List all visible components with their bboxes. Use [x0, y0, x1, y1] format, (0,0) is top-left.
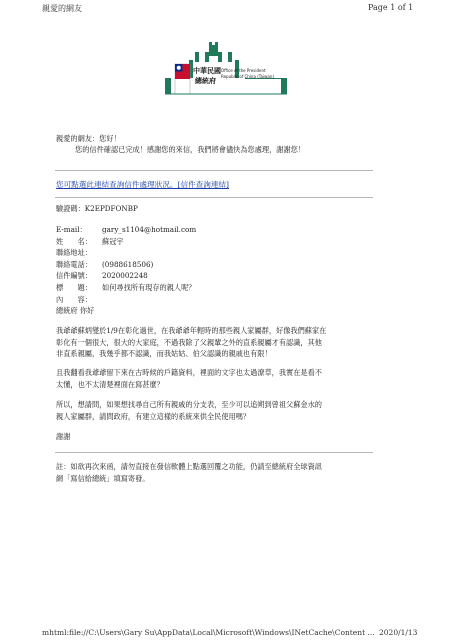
paragraph-3: [56, 399, 411, 422]
paragraph-line: 彰化有一個很大，很大的大家庭，不過我除了父親輩之外的直系親屬才有認識，其他: [56, 337, 322, 347]
footer-date: 2020/1/13: [379, 628, 418, 637]
field-label: 聯絡電話：: [56, 259, 92, 269]
logo-cn-line2: 總統府: [195, 77, 216, 85]
paragraph-4: [56, 431, 411, 443]
field-phone: [56, 259, 196, 271]
paragraph-line: 太懂，也不太清楚裡面在寫甚麼？: [56, 379, 164, 389]
field-label: 標 題：: [56, 282, 92, 292]
field-label: 信件編號：: [56, 271, 92, 281]
greeting-line1: 親愛的網友：您好！: [56, 134, 121, 143]
field-email: [56, 224, 196, 236]
field-label: 聯絡地址：: [56, 248, 92, 258]
paragraph-2: [56, 367, 411, 390]
page-header-title: 親愛的網友: [42, 4, 82, 13]
field-label: 內 容：: [56, 294, 92, 304]
field-value: 如何尋找所有現存的親人呢？: [102, 282, 196, 292]
mail-fields: [56, 224, 196, 317]
paragraph-1: [56, 325, 411, 360]
paragraph-line: 謝謝: [56, 432, 71, 441]
mail-status-query-link[interactable]: 您可點選此連結查詢信件處理狀況。[信件查詢連結]: [56, 180, 229, 189]
field-label: E-mail：: [56, 225, 87, 234]
field-label: 姓 名：: [56, 236, 92, 246]
paragraph-line: 所以，想請問，如果想找尋自己所有親戚的分支表，至少可以追朔到曾祖父蘇金水的: [56, 400, 322, 409]
note-line: 網「寫信給總統」填寫寄發。: [56, 473, 150, 483]
field-subject: [56, 282, 196, 294]
field-mail-number: [56, 270, 196, 282]
content-intro: 總統府 你好: [56, 306, 95, 316]
field-address: [56, 247, 196, 259]
verification-code: 驗證碼：K2EPDFONBP: [56, 204, 138, 213]
field-content: [56, 294, 196, 306]
reply-note: [56, 461, 411, 484]
page-number: Page 1 of 1: [368, 3, 414, 12]
presidential-office-logo: [165, 42, 290, 96]
logo-en-line1: Office of the President: [221, 68, 266, 73]
paragraph-line: 且我翻看我爺爺留下來在古時候的戶籍資料，裡面的文字也太過潦草，我實在是看不: [56, 368, 322, 377]
footer-file-path: mhtml:file://C:\Users\Gary Su\AppData\Local\Microsoft\Windows\INetCache\Content ...: [42, 628, 375, 637]
field-value: 蘇冠宇: [102, 236, 124, 246]
note-line: 註：如欲再次來函，請勿直接在發信軟體上點選回覆之功能，仍請至總統府全球資訊: [56, 462, 322, 471]
logo-en-line2: Republic of China (Taiwan): [221, 74, 274, 79]
logo-cn-line1: 中華民國: [193, 67, 221, 75]
field-value: gary_s1104@hotmail.com: [102, 225, 197, 234]
paragraph-line: 非直系親屬，我幾乎都不認識，而我姑姑、伯父認識的親戚也有限！: [56, 349, 272, 359]
field-value: 2020002248: [102, 271, 148, 281]
paragraph-line: 我爺爺蘇炳燮於1/9在彰化過世，在我爺爺年輕時的那些親人家屬群，好像我們蘇家在: [56, 326, 327, 335]
greeting-line2: 您的信件確認已完成！感謝您的來信，我們將會儘快為您處理，謝謝您！: [75, 145, 306, 154]
field-name: [56, 236, 196, 248]
field-value: (0988618506): [102, 259, 154, 269]
paragraph-line: 親人家屬群，請問政府，有建立這樣的系統來供全民使用嗎？: [56, 411, 251, 421]
